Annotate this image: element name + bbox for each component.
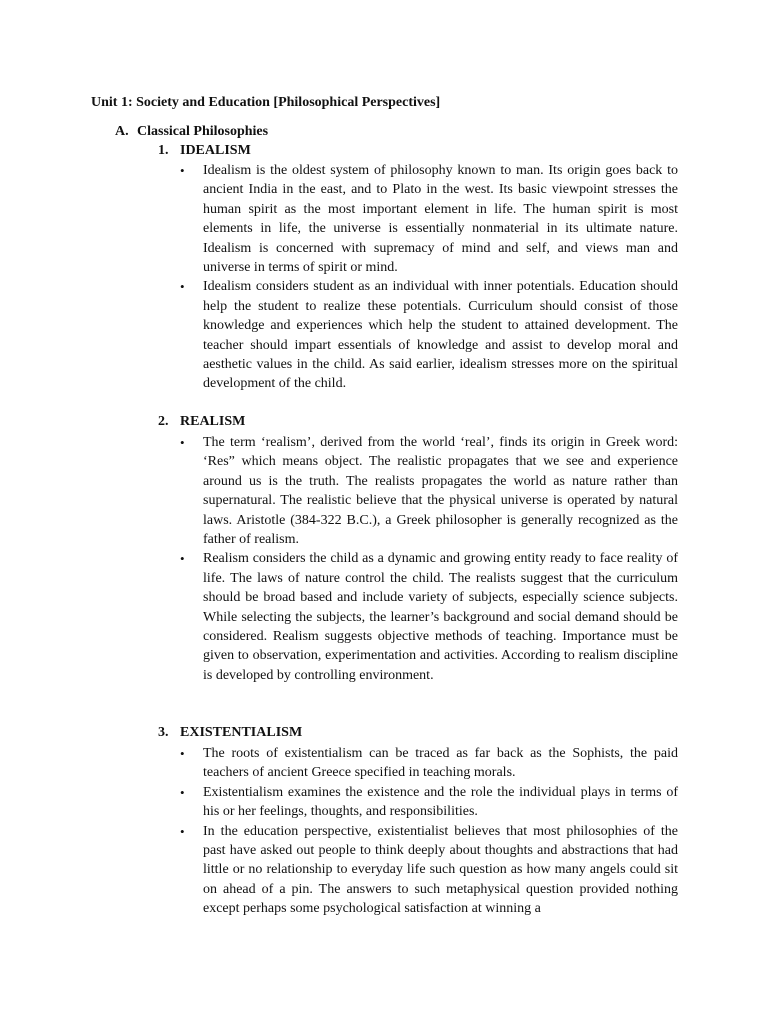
subsection-heading-existentialism — [158, 724, 302, 742]
bullet-text: The term ‘realism’, derived from the world ‘real’, finds its origin in Greek word: ‘Res” which means object. The realistic propagates that we see and experience around us is the truth. The realists propagates the world as nature rather than supernatural. The realistic believe that the physical universe is operated by natural laws. Aristotle (384-322 B.C.), a Greek philosopher is generally recognized as the father of realism. — [203, 435, 678, 548]
bullet-icon: • — [180, 746, 185, 761]
bullet-icon: • — [180, 551, 185, 567]
bullet-text: In the education perspective, existentialist believes that most philosophies of the past have asked out people to think deeply about thoughts and abstractions that had little or no relationship to everyday life such question as how many angels could sit on ahead of a pin. The answers to such metaphysical question provided nothing except perhaps some psychological satisfaction at winning a — [203, 823, 678, 917]
subsection-heading-text: REALISM — [180, 414, 246, 429]
section-heading-a — [115, 123, 268, 141]
document-title: Unit 1: Society and Education [Philosophical Perspectives] — [91, 95, 441, 110]
bullet-icon: • — [180, 163, 185, 178]
list-item — [180, 277, 678, 393]
bullet-text: Idealism is the oldest system of philosophy known to man. Its origin goes back to ancient India in the east, and to Plato in the west. Its basic viewpoint stresses the human spirit as the most important element in life. The human spirit is most elements in life, the universe is essentially nonmaterial in its ultimate nature. Idealism is concerned with supremacy of mind and self, and views man and universe in terms of spirit or mind. — [203, 163, 678, 276]
subsection-heading-realism — [158, 413, 245, 431]
bullet-list-existentialism — [180, 744, 678, 919]
bullet-text: Idealism considers student as an individual with inner potentials. Education should help the student to realize these potentials. Curriculum should consist of those knowledge and experiences which help the student to attained development. The teacher should impart essentials of knowledge and assist to develop moral and aesthetic values in the child. As said earlier, idealism stresses more on the spiritual development of the child. — [203, 279, 678, 392]
subsection-marker: 3. — [158, 725, 169, 740]
bullet-list-idealism — [180, 161, 678, 394]
bullet-text: Realism considers the child as a dynamic and growing entity ready to face reality of life. The laws of nature control the child. The realists suggest that the curriculum should be broad based and include variety of subjects, especially science subjects. While selecting the subjects, the learner’s background and social demand should be considered. Realism suggests objective methods of teaching. Importance must be given to observation, experimentation and activities. According to realism discipline is developed by controlling environment. — [203, 551, 678, 683]
subsection-marker: 2. — [158, 414, 169, 429]
section-heading-text: Classical Philosophies — [137, 124, 269, 139]
bullet-list-realism — [180, 433, 678, 685]
bullet-icon: • — [180, 823, 185, 839]
bullet-icon: • — [180, 435, 185, 450]
list-item — [180, 161, 678, 277]
bullet-text: Existentialism examines the existence and the role the individual plays in terms of his or her feelings, thoughts, and responsibilities. — [203, 784, 678, 820]
bullet-text: The roots of existentialism can be traced as far back as the Sophists, the paid teachers of ancient Greece specified in teaching morals. — [203, 746, 678, 781]
bullet-icon: • — [180, 279, 185, 295]
subsection-heading-text: IDEALISM — [180, 143, 251, 158]
bullet-icon: • — [180, 784, 185, 800]
section-marker: A. — [115, 124, 129, 139]
subsection-marker: 1. — [158, 143, 169, 158]
list-item — [180, 783, 678, 822]
list-item — [180, 744, 678, 783]
list-item — [180, 549, 678, 685]
list-item — [180, 822, 678, 919]
subsection-heading-idealism — [158, 142, 251, 160]
subsection-heading-text: EXISTENTIALISM — [180, 725, 303, 740]
list-item — [180, 433, 678, 549]
